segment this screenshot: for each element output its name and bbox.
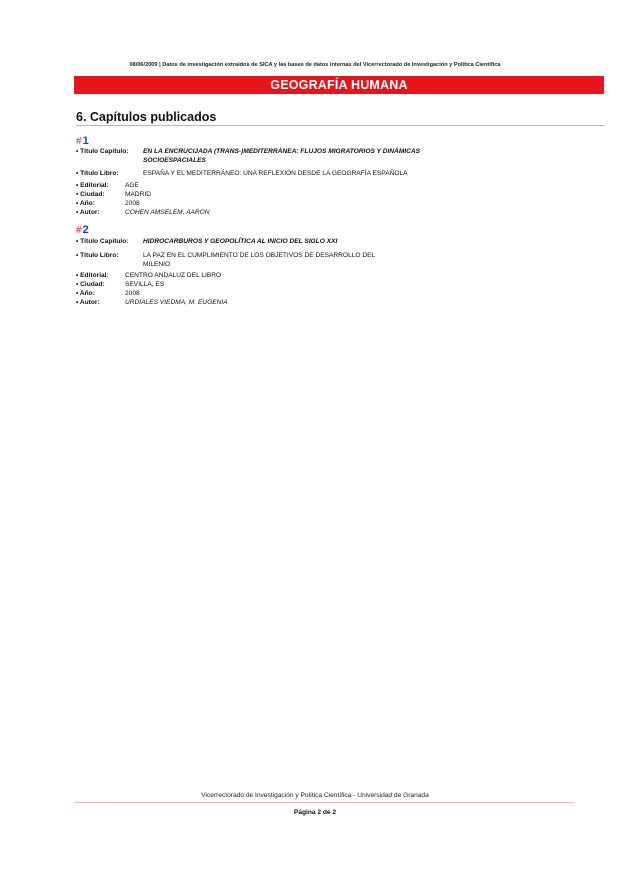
hash-mark: # (76, 136, 82, 147)
field-label: • Título Libro: (76, 252, 119, 259)
field-label: • Ciudad: (76, 281, 105, 288)
page-number: Página 2 de 2 (293, 809, 337, 816)
chapter-title-line-1: EN LA ENCRUCIJADA (TRANS-)MEDITERRÁNEA: FLUJOS MIGRATORIOS Y DINÁMICAS (143, 148, 421, 155)
book-title-line-1: LA PAZ EN EL CUMPLIMIENTO DE LOS OBJETIVOS DE DESARROLLO DEL (143, 252, 376, 259)
field-label: • Año: (76, 200, 95, 207)
editorial-value: AGE (125, 182, 139, 189)
department-banner: GEOGRAFÍA HUMANA (74, 76, 604, 94)
entry-number (76, 224, 89, 237)
header-text: Datos de investigación extraídos de SICA y las bases de datos internas del Vicerrectorado de Investigación y Política Científica (162, 62, 501, 68)
entry-index: 2 (82, 224, 89, 236)
hash-mark: # (76, 225, 82, 236)
anio-value: 2008 (125, 290, 140, 297)
field-label: • Editorial: (76, 182, 109, 189)
field-label: • Título Capítulo: (76, 238, 129, 245)
anio-value: 2008 (125, 200, 140, 207)
field-label: • Autor: (76, 209, 100, 216)
entry-number (76, 135, 89, 148)
field-label: • Título Capítulo: (76, 148, 129, 155)
header-date: 08/06/2009 (129, 62, 158, 68)
section-title: 6. Capítulos publicados (76, 109, 604, 126)
field-label: • Año: (76, 290, 95, 297)
chapter-title-line-1: HIDROCARBUROS Y GEOPOLÍTICA AL INICIO DEL SIGLO XXI (143, 238, 338, 245)
page-header (0, 62, 630, 68)
field-label: • Autor: (76, 299, 100, 306)
autor-value: COHEN AMSELEM, AARON (125, 209, 210, 216)
ciudad-value: SEVILLA, ES (125, 281, 165, 288)
book-title-line-2: MILENIO (143, 261, 171, 268)
field-label: • Editorial: (76, 272, 109, 279)
editorial-value: CENTRO ANDALUZ DEL LIBRO (125, 272, 222, 279)
field-label: • Ciudad: (76, 191, 105, 198)
field-label: • Título Libro: (76, 170, 119, 177)
header-separator: | (159, 62, 161, 68)
footer-text: Vicerrectorado de Investigación y Política Científica - Universidad de Granada (201, 792, 429, 799)
ciudad-value: MADRID (125, 191, 152, 198)
chapter-title-line-2: SOCIOESPACIALES (143, 157, 206, 164)
autor-value: URDIALES VIEDMA, M. EUGENIA (125, 299, 228, 306)
book-title-line-1: ESPAÑA Y EL MEDITERRÁNEO: UNA REFLEXIÓN DESDE LA GEOGRAFÍA ESPAÑOLA (143, 170, 408, 177)
entry-index: 1 (82, 135, 89, 147)
footer-divider (74, 802, 574, 803)
